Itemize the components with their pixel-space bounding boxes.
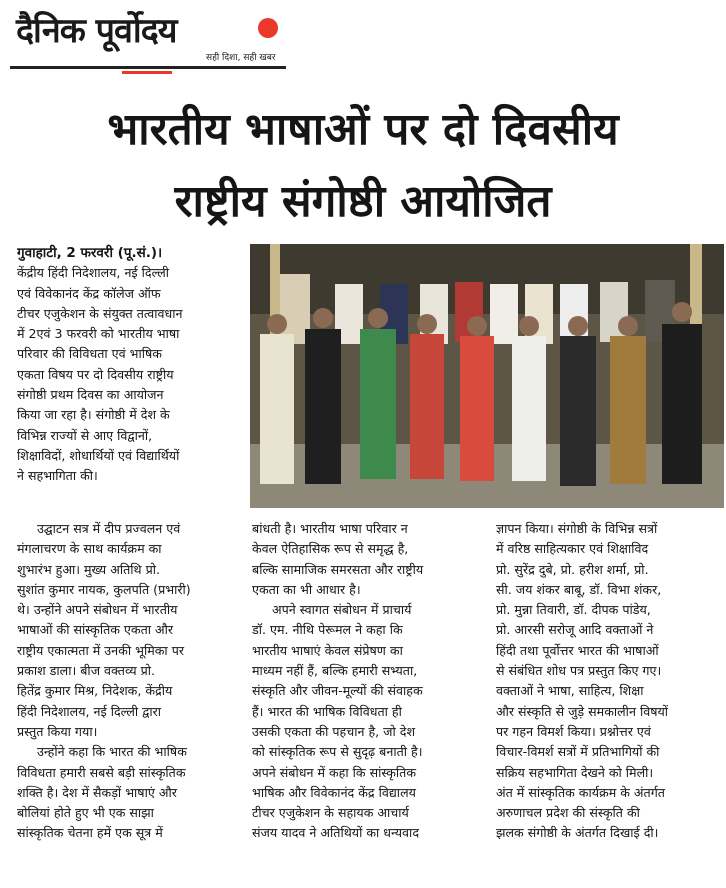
text-line: टीचर एजुकेशन के संयुक्त तत्वावधान: [17, 305, 183, 321]
headline-line-1: भारतीय भाषाओं पर दो दिवसीय: [107, 104, 619, 155]
text-line: डॉ. एम. नीथि पेरूमल ने कहा कि: [252, 622, 403, 638]
text-line: एकता विषय पर दो दिवसीय राष्ट्रीय: [17, 366, 174, 382]
text-line: उसकी एकता की पहचान है, जो देश: [252, 723, 416, 739]
text-line: सांस्कृतिक चेतना हमें एक सूत्र में: [17, 825, 163, 841]
text-line: उद्घाटन सत्र में दीप प्रज्वलन एवं: [37, 521, 181, 536]
text-line: शिक्षाविदों, शोधार्थियों एवं विद्यार्थियों: [17, 447, 180, 463]
text-line: किया जा रहा है। संगोष्ठी में देश के: [17, 407, 170, 423]
masthead-red-dot-icon: [258, 18, 278, 38]
text-line: में 2एवं 3 फरवरी को भारतीय भाषा: [17, 326, 180, 342]
headline-line-2: राष्ट्रीय संगोष्ठी आयोजित: [174, 176, 552, 227]
text-line: भाषिक और विवेकानंद केंद्र विद्यालय: [252, 784, 416, 800]
text-line: ने सहभागिता की।: [17, 468, 98, 484]
text-line: संजय यादव ने अतिथियों का धन्यवाद: [252, 825, 420, 841]
text-line: परिवार की विविधता एवं भाषिक: [17, 346, 162, 362]
text-line: उन्होंने कहा कि भारत की भाषिक: [37, 744, 187, 760]
text-line: प्रो. सुरेंद्र दुबे, प्रो. हरीश शर्मा, प्रो.: [496, 561, 649, 577]
text-line: वक्ताओं ने भाषा, साहित्य, शिक्षा: [496, 683, 644, 699]
text-line: भारतीय भाषाएं केवल संप्रेषण का: [252, 642, 403, 658]
intro-column: [17, 243, 243, 487]
text-line: संगोष्ठी प्रथम दिवस का आयोजन: [17, 387, 164, 403]
text-line: संस्कृति और जीवन-मूल्यों की संवाहक: [252, 683, 423, 699]
text-line: प्रो. मुन्ना तिवारी, डॉ. दीपक पांडेय,: [496, 602, 651, 618]
article-column-3: [496, 519, 722, 844]
text-line: प्रो. आरसी सरोजू आदि वक्ताओं ने: [496, 622, 654, 638]
masthead-rule: [10, 66, 286, 69]
masthead-tagline: सही दिशा, सही खबर: [206, 53, 276, 63]
masthead: [10, 6, 290, 74]
text-line: भाषाओं की सांस्कृतिक एकता और: [17, 622, 174, 638]
text-line: हिंदी तथा पूर्वोत्तर भारत की भाषाओं: [496, 642, 659, 658]
text-line: हैं। भारत की भाषिक विविधता ही: [252, 703, 402, 719]
article-column-1: [17, 519, 243, 844]
text-line: माध्यम नहीं हैं, बल्कि हमारी सभ्यता,: [252, 663, 418, 679]
text-line: एवं विवेकानंद केंद्र कॉलेज ऑफ: [17, 285, 161, 301]
text-line: विभिन्न राज्यों से आए विद्वानों,: [17, 427, 153, 443]
text-line: अरुणाचल प्रदेश की संस्कृति की: [496, 805, 640, 821]
text-line: हितेंद्र कुमार मिश्र, निदेशक, केंद्रीय: [17, 683, 173, 699]
article-column-2: [252, 519, 480, 844]
text-line: प्रकाश डाला। बीज वक्तव्य प्रो.: [17, 663, 156, 679]
text-line: सक्रिय सहभागिता देखने को मिली।: [496, 764, 654, 780]
masthead-title: दैनिक पूर्वोदय: [16, 11, 177, 51]
masthead-red-bar: [122, 71, 172, 74]
text-line: विचार-विमर्श सत्रों में प्रतिभागियों की: [496, 744, 660, 760]
dateline: गुवाहाटी, 2 फरवरी (पू.सं.)।: [17, 245, 163, 261]
text-line: टीचर एजुकेशन के सहायक आचार्य: [252, 805, 409, 821]
text-line: शक्ति है। देश में सैकड़ों भाषाएं और: [17, 784, 177, 800]
text-line: बल्कि सामाजिक समरसता और राष्ट्रीय: [252, 561, 424, 577]
text-line: और संस्कृति से जुड़े समकालीन विषयों: [496, 703, 669, 719]
text-line: से संबंधित शोध पत्र प्रस्तुत किए गए।: [496, 663, 662, 679]
text-line: पर गहन विमर्श किया। प्रश्नोत्तर एवं: [496, 723, 651, 739]
text-line: को सांस्कृतिक रूप से सुदृढ़ बनाती है।: [252, 744, 423, 760]
text-line: सी. जय शंकर बाबू, डॉ. विभा शंकर,: [496, 581, 662, 597]
text-line: एकता का भी आधार है।: [252, 581, 361, 597]
text-line: हिंदी निदेशालय, नई दिल्ली द्वारा: [17, 703, 162, 719]
text-line: अंत में सांस्कृतिक कार्यक्रम के अंतर्गत: [496, 784, 665, 800]
text-line: विविधता हमारी सबसे बड़ी सांस्कृतिक: [17, 764, 186, 780]
text-line: सुशांत कुमार नायक, कुलपति (प्रभारी): [17, 581, 191, 597]
text-line: राष्ट्रीय एकात्मता में उनकी भूमिका पर: [17, 642, 184, 658]
text-line: थे। उन्होंने अपने संबोधन में भारतीय: [17, 602, 178, 618]
text-line: केंद्रीय हिंदी निदेशालय, नई दिल्ली: [17, 265, 170, 281]
text-line: बांधती है। भारतीय भाषा परिवार न: [252, 521, 408, 536]
text-line: झलक संगोष्ठी के अंतर्गत दिखाई दी।: [496, 825, 659, 841]
text-line: ज्ञापन किया। संगोष्ठी के विभिन्न सत्रों: [496, 521, 658, 536]
text-line: अपने स्वागत संबोधन में प्राचार्य: [272, 602, 412, 618]
text-line: शुभारंभ हुआ। मुख्य अतिथि प्रो.: [17, 561, 161, 577]
text-line: अपने संबोधन में कहा कि सांस्कृतिक: [252, 764, 417, 780]
text-line: बोलियां होते हुए भी एक साझा: [17, 805, 154, 821]
text-line: केवल ऐतिहासिक रूप से समृद्ध है,: [252, 541, 409, 557]
text-line: मंगलाचरण के साथ कार्यक्रम का: [17, 541, 162, 557]
text-line: में वरिष्ठ साहित्यकार एवं शिक्षाविद: [496, 541, 649, 557]
text-line: प्रस्तुत किया गया।: [17, 723, 98, 739]
group-photo: [250, 244, 724, 508]
group-photo-image: [250, 244, 724, 508]
